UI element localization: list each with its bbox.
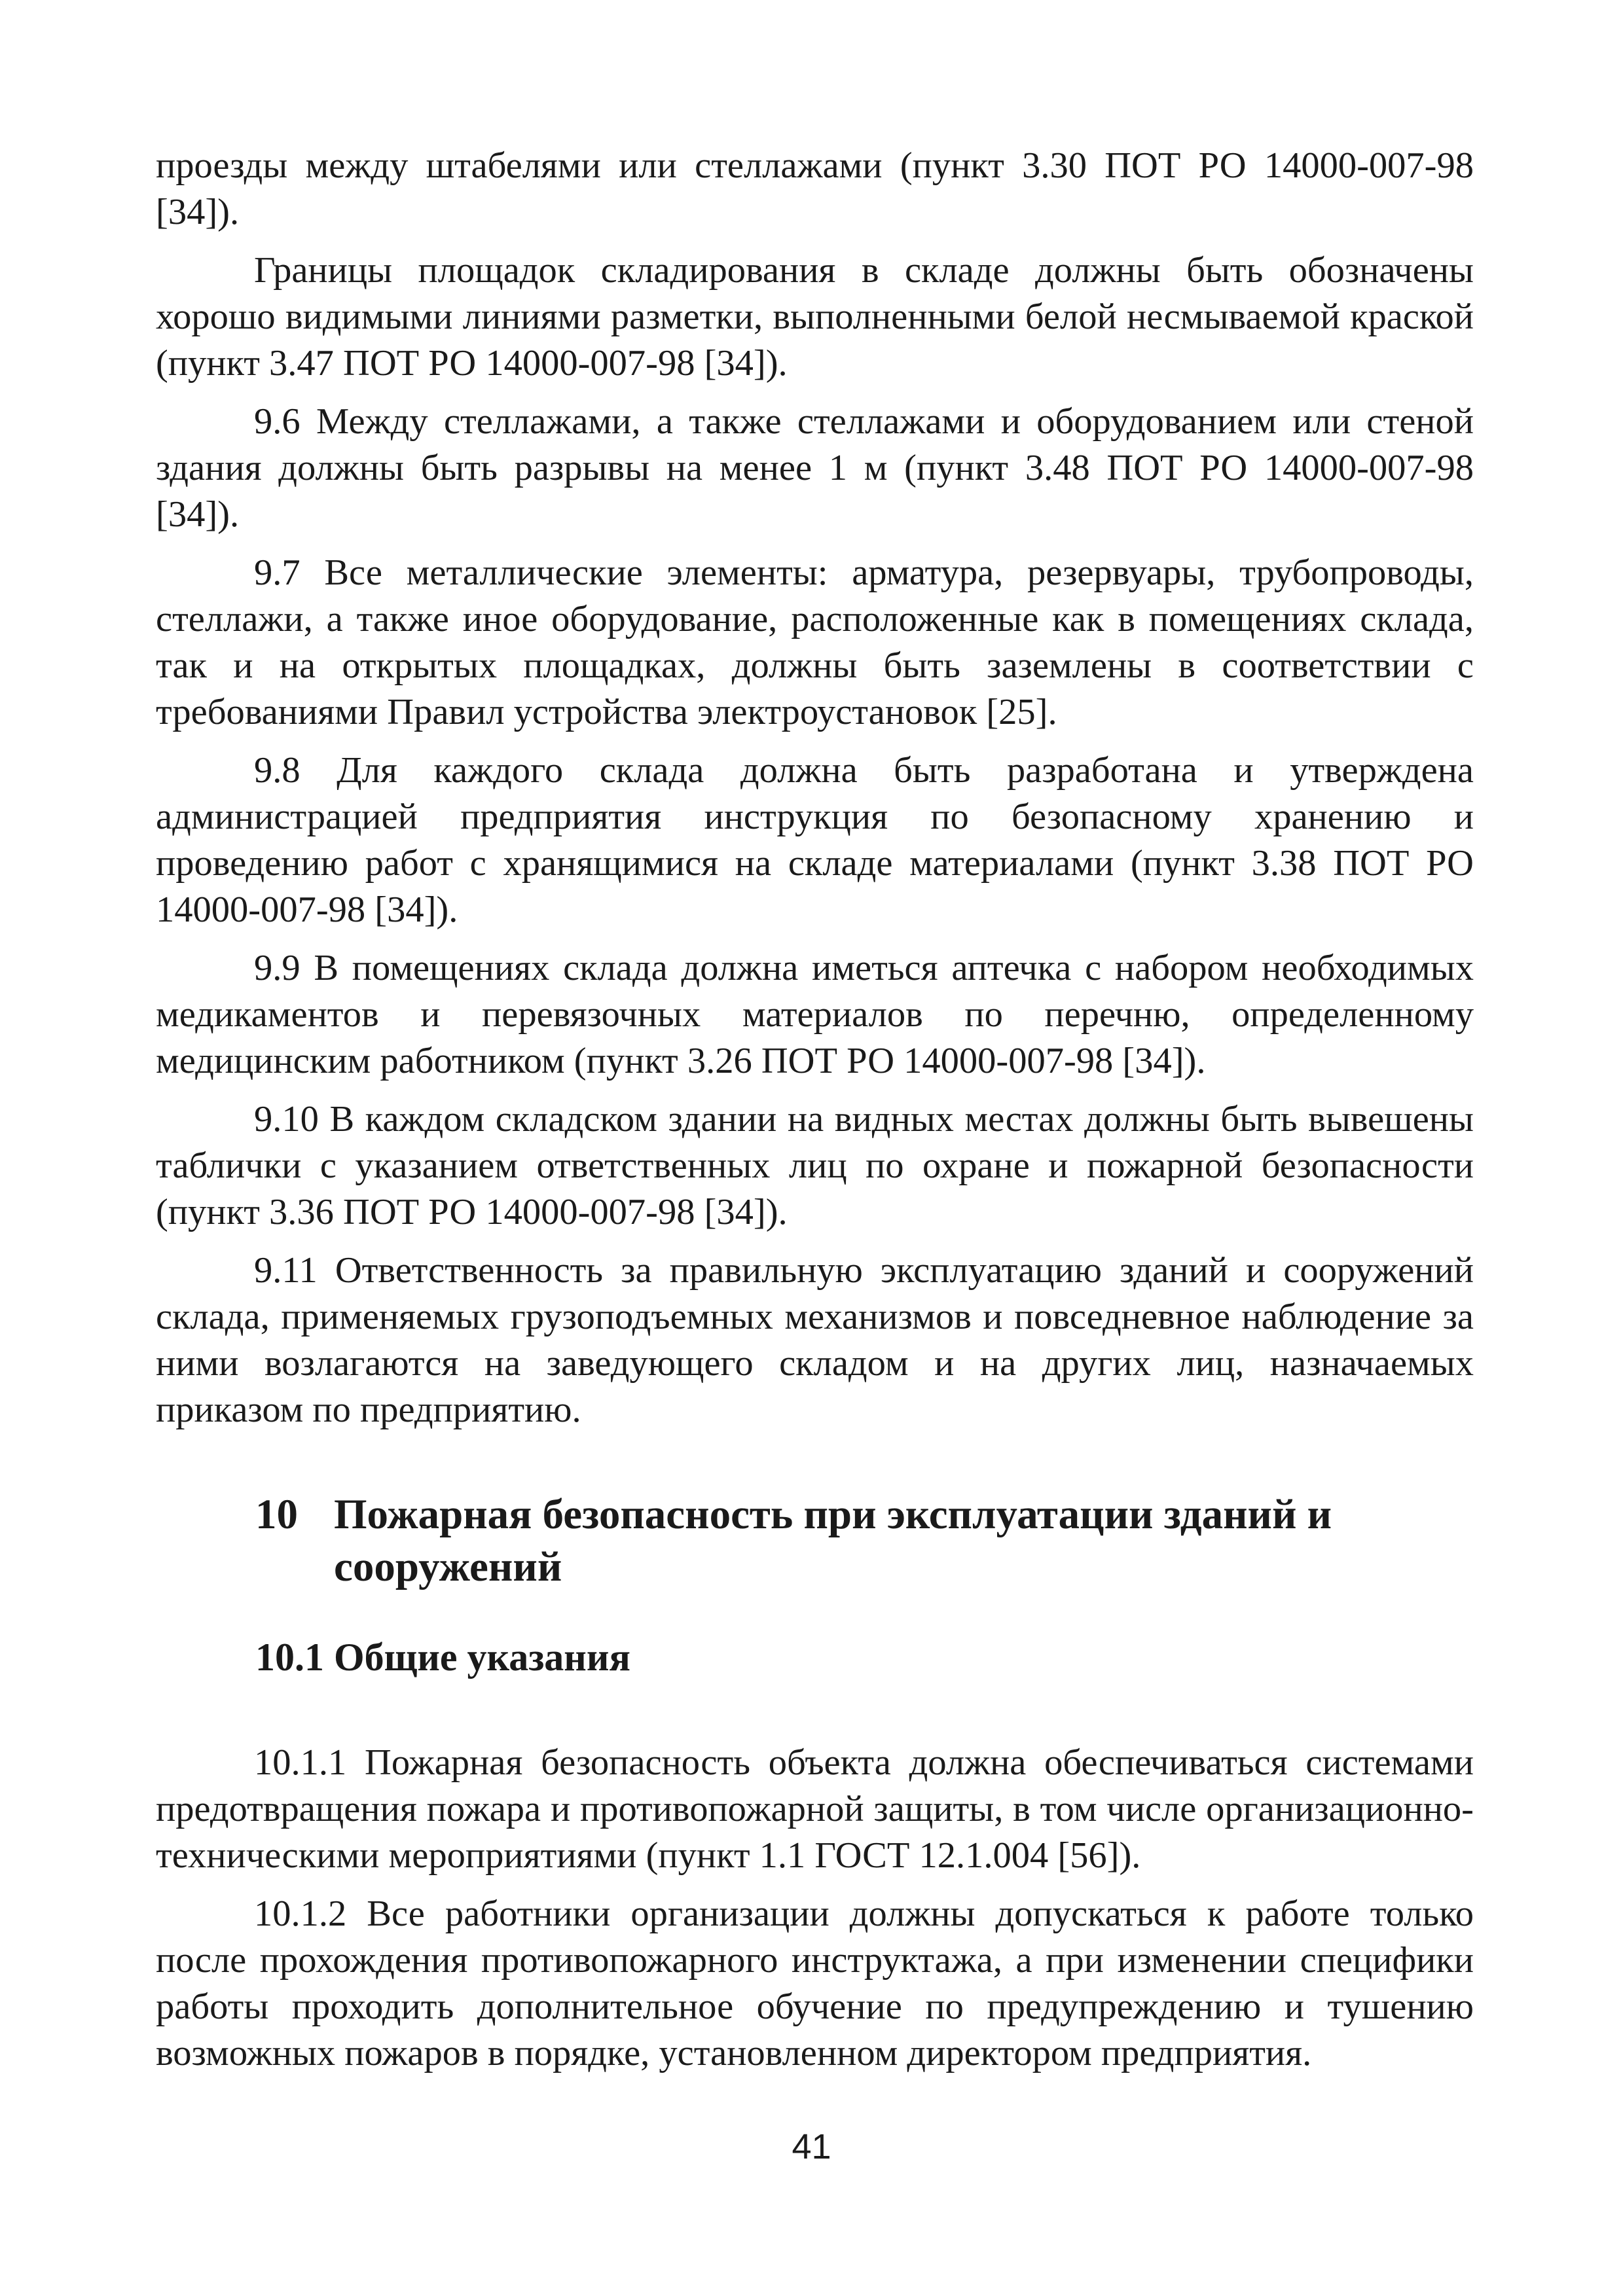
section-heading xyxy=(255,1488,1474,1593)
section-title: Пожарная безопасность при эксплуатации зданий и сооружений xyxy=(334,1491,1332,1590)
paragraph-9-8: 9.8 Для каждого склада должна быть разработана и утверждена администрацией предприятия инструкция по безопасному хранению и проведению работ с хранящимися на складе материалами (пункт 3.38 ПОТ РО 14000-007-98 [34]). xyxy=(156,750,1474,930)
paragraph-9-10: 9.10 В каждом складском здании на видных местах должны быть вывешены таблички с указанием ответственных лиц по охране и пожарной безопасности (пункт 3.36 ПОТ РО 14000-007-98 [34]). xyxy=(156,1099,1474,1232)
paragraph-10-1-1: 10.1.1 Пожарная безопасность объекта должна обеспечиваться системами предотвращения пожара и противопожарной защиты, в том числе организационно-техническими мероприятиями (пункт 1.1 ГОСТ 12.1.004 [56]). xyxy=(156,1742,1474,1876)
page-number: 41 xyxy=(792,2127,831,2166)
paragraph-storage-boundaries: Границы площадок складирования в складе должны быть обозначены хорошо видимыми линиями разметки, выполненными белой несмываемой краской (пункт 3.47 ПОТ РО 14000-007-98 [34]). xyxy=(156,250,1474,384)
paragraph-9-7: 9.7 Все металлические элементы: арматура, резервуары, трубопроводы, стеллажи, а также иное оборудование, расположенные как в помещениях склада, так и на открытых площадках, должны быть заземлены в соответствии с требованиями Правил устройства электроустановок [25]. xyxy=(156,552,1474,732)
paragraph-9-6: 9.6 Между стеллажами, а также стеллажами и оборудованием или стеной здания должны быть разрывы на менее 1 м (пункт 3.48 ПОТ РО 14000-007-98 [34]). xyxy=(156,401,1474,535)
subsection-heading: 10.1 Общие указания xyxy=(255,1636,630,1679)
paragraph-9-9: 9.9 В помещениях склада должна иметься аптечка с набором необходимых медикаментов и перевязочных материалов по перечню, определенному медицинским работником (пункт 3.26 ПОТ РО 14000-007-98 [34]). xyxy=(156,948,1474,1081)
section-number: 10 xyxy=(255,1491,298,1538)
paragraph-9-11: 9.11 Ответственность за правильную эксплуатацию зданий и сооружений склада, применяемых грузоподъемных механизмов и повседневное наблюдение за ними возлагаются на заведующего складом и на других лиц, назначаемых приказом по предприятию. xyxy=(156,1250,1474,1430)
paragraph-continuation: проезды между штабелями или стеллажами (пункт 3.30 ПОТ РО 14000-007-98 [34]). xyxy=(156,145,1474,232)
paragraph-10-1-2: 10.1.2 Все работники организации должны допускаться к работе только после прохождения противопожарного инструктажа, а при изменении специфики работы проходить дополнительное обучение по предупреждению и тушению возможных пожаров в порядке, установленном директором предприятия. xyxy=(156,1893,1474,2073)
page-content xyxy=(156,143,1474,2089)
